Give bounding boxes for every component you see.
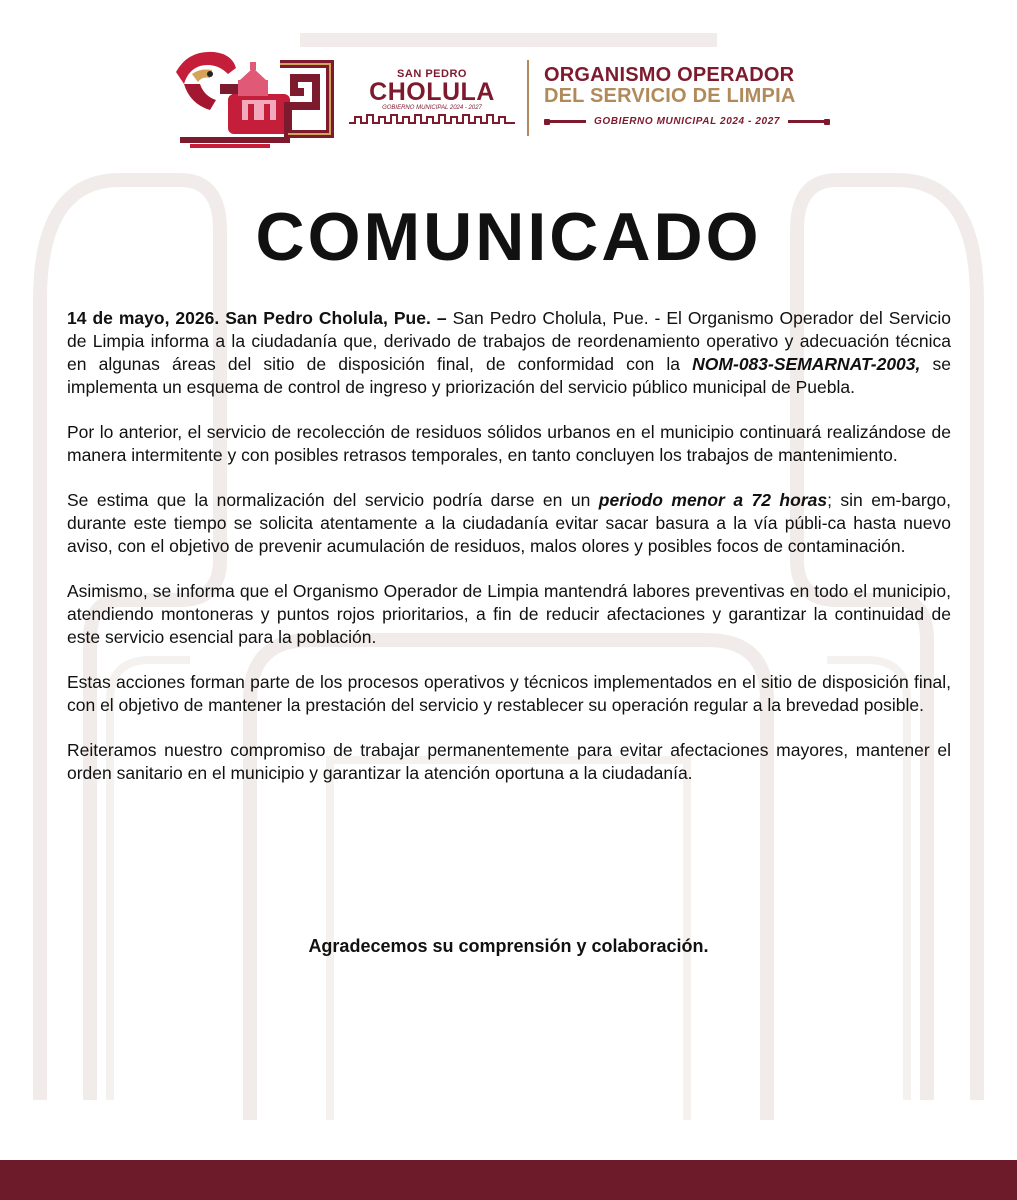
paragraph-1 — [67, 307, 951, 399]
paragraph-2: Por lo anterior, el servicio de recolección de residuos sólidos urbanos en el municipio continuará realizándose de manera intermitente y con posibles retrasos temporales, en tanto concluyen los trabajos de mantenimiento. — [67, 422, 951, 465]
emphasis-72-hours: periodo menor a 72 horas — [598, 490, 828, 510]
divider-bar — [550, 120, 586, 123]
divider-bar — [788, 120, 824, 123]
norm-reference: NOM-083-SEMARNAT-2003, — [692, 354, 921, 374]
org-name-line2: DEL SERVICIO DE LIMPIA — [544, 85, 796, 107]
header-divider — [527, 60, 529, 136]
footer-band — [0, 1160, 1017, 1200]
org-gov-line — [544, 116, 830, 127]
logo-town-big: CHOLULA — [369, 78, 495, 106]
paragraph-4: Asimismo, se informa que el Organismo Operador de Limpia mantendrá labores preventivas en todo el municipio, atendiendo montoneras y puntos rojos prioritarios, a fin de reducir afectaciones y garantizar la continuidad de este servicio esencial para la población. — [67, 581, 951, 647]
page-title: COMUNICADO — [255, 199, 762, 275]
paragraph-3-text-a: Se estima que la normalización del servicio podría darse en un — [67, 490, 599, 510]
header — [170, 44, 830, 154]
paragraph-3-text-b: ; sin em-bargo, durante este tiempo se solicita atentamente a la ciudadanía evitar sacar basura a la vía públi-ca hasta nuevo aviso, con el objetivo de prevenir acumulación de residuos, malos olores y posibles focos de contaminación. — [67, 490, 951, 556]
communique-body — [67, 307, 951, 807]
paragraph-1-text-b: se implementa un esquema de control de ingreso y priorización del servicio público municipal de Puebla. — [67, 354, 951, 397]
org-gov-text: GOBIERNO MUNICIPAL 2024 - 2027 — [594, 116, 781, 127]
greek-fret-icon — [349, 114, 515, 124]
dateline: 14 de mayo, 2026. San Pedro Cholula, Pue. – — [67, 308, 447, 328]
divider-dot — [824, 119, 830, 125]
closing-line: Agradecemos su comprensión y colaboración. — [308, 936, 709, 956]
paragraph-6: Reiteramos nuestro compromiso de trabajar permanentemente para evitar afectaciones mayores, mantener el orden sanitario en el municipio y garantizar la atención oportuna a la ciudadanía. — [67, 740, 951, 783]
paragraph-1-text-a: San Pedro Cholula, Pue. - El Organismo Operador del Servicio de Limpia informa a la ciudadanía que, derivado de trabajos de reordenamiento operativo y adecuación técnica en algunas áreas del sitio de disposición final, de conformidad con la — [67, 308, 951, 374]
logo-gov: GOBIERNO MUNICIPAL 2024 - 2027 — [382, 105, 482, 111]
org-name-line1: ORGANISMO OPERADOR — [544, 64, 795, 86]
logo-town-small: SAN PEDRO — [397, 68, 467, 80]
cholula-logo — [346, 68, 518, 124]
paragraph-3 — [67, 489, 951, 558]
paragraph-5: Estas acciones forman parte de los procesos operativos y técnicos implementados en el sitio de disposición final, con el objetivo de mantener la prestación del servicio y restablecer su operación regular a la brevedad posible. — [67, 672, 951, 715]
organization-logo — [544, 64, 830, 127]
pre-hispanic-emblem-icon — [170, 44, 340, 154]
